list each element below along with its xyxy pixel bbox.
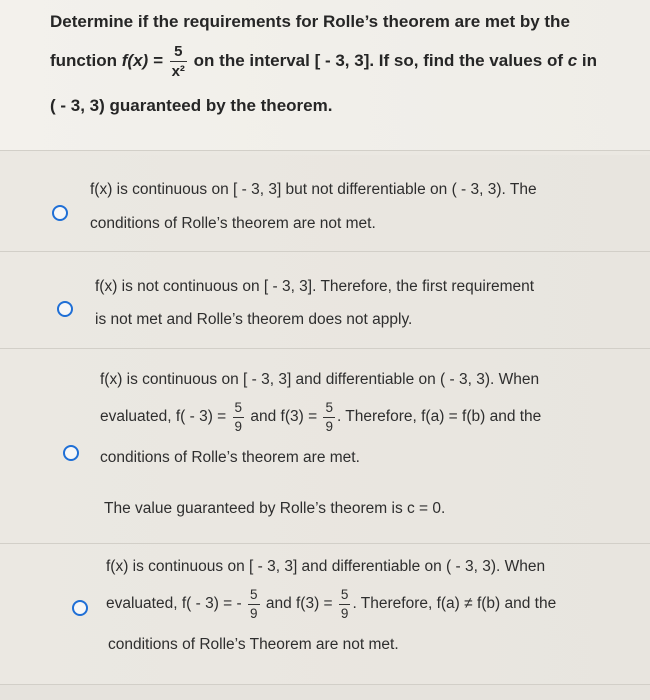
option-c-line-3: conditions of Rolle’s theorem are met. bbox=[100, 449, 360, 466]
question-text: in bbox=[577, 50, 598, 70]
fraction-numerator: 5 bbox=[233, 401, 245, 418]
option-text: evaluated, f( - 3) = bbox=[100, 408, 227, 426]
answer-option-b[interactable] bbox=[0, 252, 650, 349]
option-c-line-4: The value guaranteed by Rolle’s theorem is c = 0. bbox=[104, 500, 446, 517]
radio-button-c[interactable] bbox=[63, 445, 79, 461]
option-c-line-2 bbox=[100, 401, 541, 433]
option-d-line-3: conditions of Rolle’s Theorem are not met. bbox=[108, 636, 399, 653]
option-text: . Therefore, f(a) ≠ f(b) and the bbox=[352, 595, 557, 613]
function-label: f(x) = bbox=[121, 50, 163, 70]
option-d-line-1: f(x) is continuous on [ - 3, 3] and differentiable on ( - 3, 3). When bbox=[106, 558, 546, 575]
fraction-5-over-x2 bbox=[170, 44, 187, 79]
question-text: on the interval [ - 3, 3]. If so, find the values of bbox=[188, 50, 568, 70]
fraction-5-over-9 bbox=[339, 588, 351, 620]
option-b-line-2: is not met and Rolle’s theorem does not apply. bbox=[95, 311, 413, 328]
radio-button-b[interactable] bbox=[57, 301, 73, 317]
option-text: evaluated, f( - 3) = - bbox=[106, 595, 242, 613]
fraction-denominator: 9 bbox=[325, 418, 333, 434]
question-prompt bbox=[0, 0, 650, 151]
answer-option-d[interactable] bbox=[0, 544, 650, 685]
option-d-line-2 bbox=[106, 588, 556, 620]
fraction-5-over-9 bbox=[233, 401, 245, 433]
answer-option-c[interactable] bbox=[0, 349, 650, 544]
fraction-numerator: 5 bbox=[339, 588, 351, 605]
radio-button-d[interactable] bbox=[72, 600, 88, 616]
radio-button-a[interactable] bbox=[52, 205, 68, 221]
question-text: function bbox=[50, 50, 122, 70]
fraction-denominator: 9 bbox=[250, 605, 258, 621]
question-line-2 bbox=[50, 44, 597, 79]
fraction-5-over-9 bbox=[323, 401, 335, 433]
question-line-3: ( - 3, 3) guaranteed by the theorem. bbox=[50, 96, 333, 115]
fraction-5-over-9 bbox=[248, 588, 260, 620]
fraction-denominator: 9 bbox=[340, 605, 349, 621]
option-text: and f(3) = bbox=[246, 408, 318, 426]
fraction-numerator: 5 bbox=[248, 588, 260, 605]
option-text: . Therefore, f(a) = f(b) and the bbox=[336, 408, 542, 426]
fraction-denominator: 9 bbox=[234, 418, 243, 434]
fraction-denominator: x² bbox=[171, 63, 185, 80]
question-line-1: Determine if the requirements for Rolle’s theorem are met by the bbox=[50, 12, 570, 31]
option-a-line-1: f(x) is continuous on [ - 3, 3] but not differentiable on ( - 3, 3). The bbox=[90, 181, 537, 198]
answer-option-a[interactable] bbox=[0, 155, 650, 252]
option-c-line-1: f(x) is continuous on [ - 3, 3] and differentiable on ( - 3, 3). When bbox=[100, 371, 540, 388]
fraction-numerator: 5 bbox=[170, 44, 187, 62]
variable-c: c bbox=[567, 50, 578, 70]
option-a-line-2: conditions of Rolle’s theorem are not met. bbox=[90, 215, 376, 232]
fraction-numerator: 5 bbox=[323, 401, 335, 418]
option-text: and f(3) = bbox=[261, 595, 333, 613]
option-b-line-1: f(x) is not continuous on [ - 3, 3]. Therefore, the first requirement bbox=[95, 278, 535, 295]
